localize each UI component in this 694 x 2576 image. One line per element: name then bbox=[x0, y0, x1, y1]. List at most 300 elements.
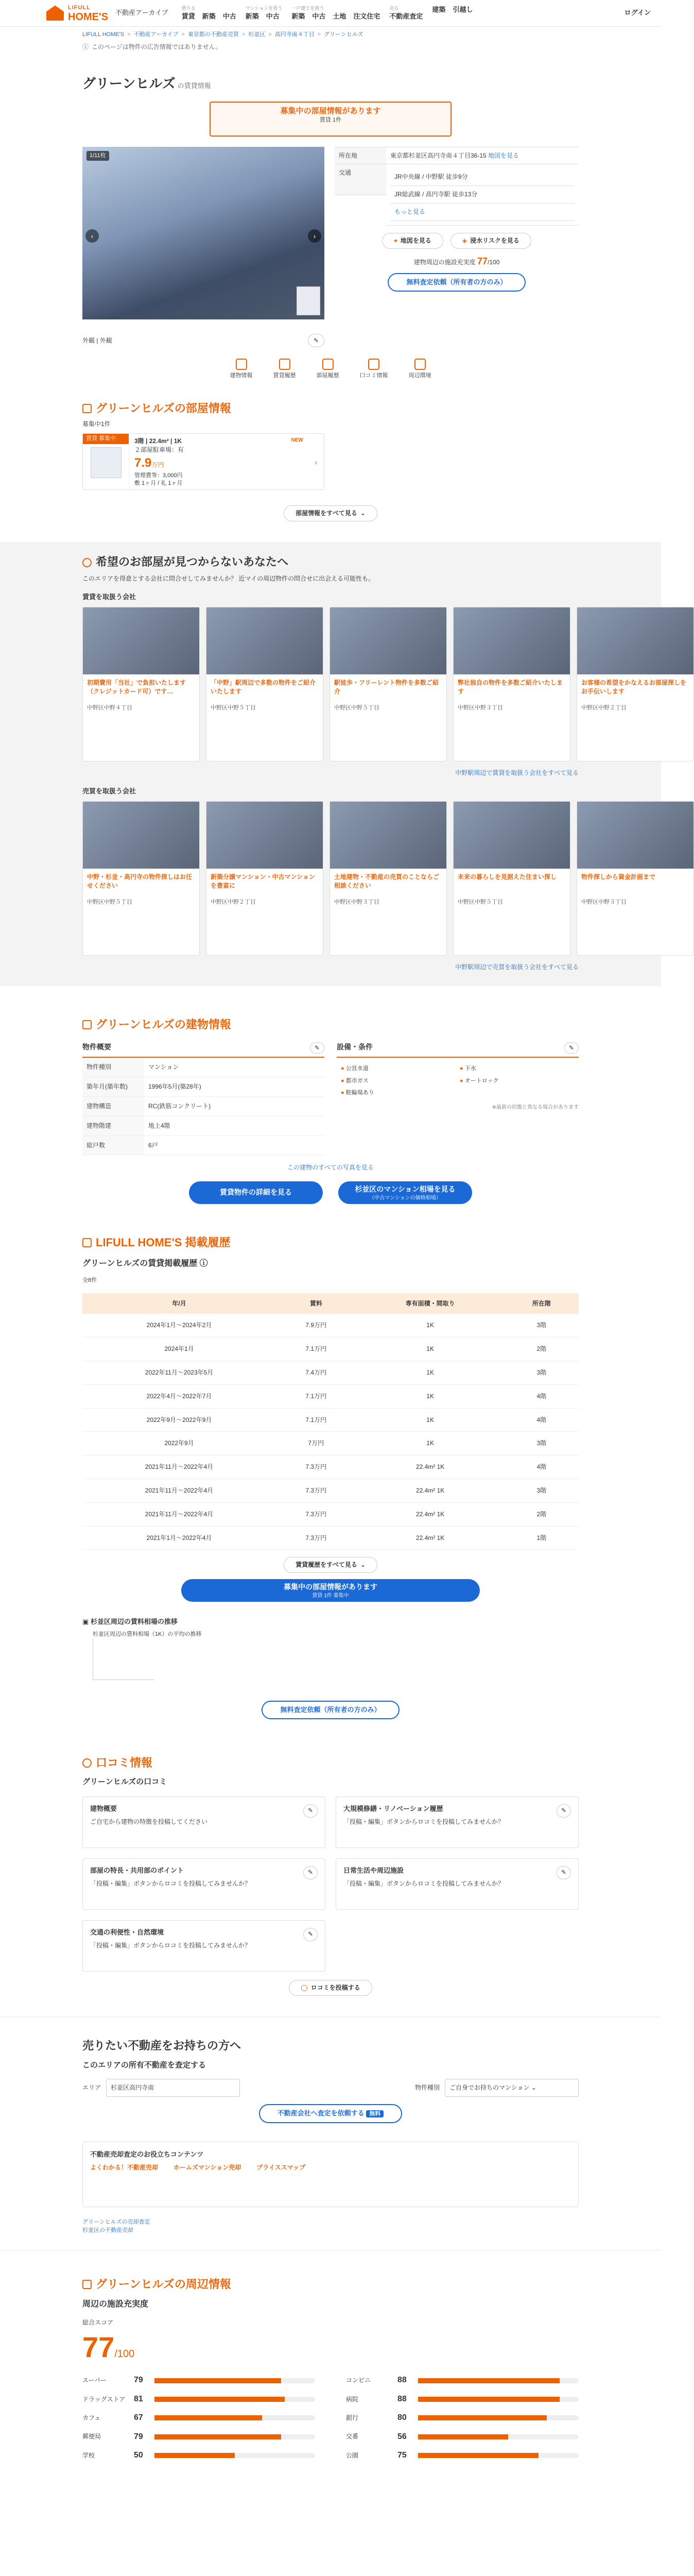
table-cell: 22.4m² 1K bbox=[356, 1455, 504, 1479]
table-cell: 22.4m² 1K bbox=[356, 1502, 504, 1526]
facility-score-value: 79 bbox=[134, 2432, 143, 2441]
photo-count: 1/11枚 bbox=[86, 151, 109, 161]
table-cell: 3階 bbox=[505, 1432, 579, 1455]
sell-assess-button[interactable] bbox=[259, 2104, 403, 2123]
agent-photo bbox=[330, 607, 446, 674]
agents-desc: このエリアを得意とする会社に問合せしてみませんか？ 近マイの周辺物件の問合せに出会える可能性も。 bbox=[82, 574, 375, 582]
agent-photo bbox=[577, 607, 693, 674]
building-icon bbox=[82, 1020, 92, 1029]
total-score-value: 77 bbox=[82, 2330, 115, 2363]
bar-track bbox=[418, 2378, 579, 2383]
table-cell: 7.4万円 bbox=[276, 1361, 356, 1385]
agents-heading-text: 希望のお部屋が見つからないあなたへ bbox=[96, 555, 289, 569]
tip-link[interactable]: プライススマップ bbox=[256, 2164, 306, 2172]
spec-value: RC(鉄筋コンクリート) bbox=[144, 1097, 324, 1116]
agent-card[interactable] bbox=[577, 801, 694, 956]
agent-card[interactable] bbox=[82, 607, 200, 761]
edit-pencil-icon[interactable]: ✎ bbox=[557, 1804, 571, 1818]
nav-item[interactable]: 不動産査定 bbox=[389, 12, 423, 20]
facility-score-value: 50 bbox=[134, 2450, 143, 2460]
facility-bar bbox=[82, 2412, 315, 2424]
agent-photo bbox=[83, 607, 199, 674]
table-cell: 2021年1月〜2022年4月 bbox=[82, 1526, 276, 1550]
breadcrumb-item[interactable]: 杉並区 bbox=[248, 31, 266, 38]
type-key: 物件種別 bbox=[414, 2084, 440, 2092]
table-cell: 2021年11月〜2022年4月 bbox=[82, 1502, 276, 1526]
table-cell: 2階 bbox=[505, 1337, 579, 1361]
logo-house-icon bbox=[46, 5, 64, 21]
spec-key: 建物階建 bbox=[82, 1116, 144, 1136]
site-logo[interactable] bbox=[46, 4, 108, 22]
facility-bars bbox=[82, 2375, 579, 2461]
sell-sub: このエリアの所有不動産を査定する bbox=[82, 2061, 206, 2070]
agent-card[interactable] bbox=[206, 607, 323, 761]
bar-track bbox=[154, 2397, 315, 2402]
room-tag: 賃貸 募集中 bbox=[83, 434, 129, 444]
icon-link-label: 部屋履歴 bbox=[316, 372, 339, 379]
table-cell: 1K bbox=[356, 1337, 504, 1361]
area-key: エリア bbox=[82, 2084, 101, 2092]
speech-bubble-icon bbox=[82, 1758, 92, 1768]
table-row bbox=[82, 1479, 579, 1503]
agent-card[interactable] bbox=[453, 801, 570, 956]
facility-score-value: 75 bbox=[397, 2450, 407, 2460]
facility-bar bbox=[346, 2394, 579, 2405]
sale-agent-cards bbox=[82, 801, 656, 956]
agent-card[interactable] bbox=[577, 607, 694, 761]
reviews-heading bbox=[82, 1755, 579, 1771]
rent-detail-button[interactable] bbox=[189, 1181, 323, 1204]
room-icon bbox=[82, 404, 92, 413]
map-pin-icon: ⌖ bbox=[394, 236, 397, 244]
nav-item[interactable]: 新築 bbox=[291, 12, 305, 20]
agent-photo bbox=[206, 802, 323, 869]
icon-link-label: 建物情報 bbox=[230, 372, 253, 379]
history-cta-sub: 賃貸 1件 募集中 bbox=[312, 1592, 349, 1599]
facility-score-value: 79 bbox=[134, 2376, 143, 2385]
rooms-count: 募集中1件 bbox=[82, 420, 111, 428]
icon-link[interactable] bbox=[409, 359, 431, 380]
area-select[interactable]: 杉並区高円寺南 bbox=[106, 2079, 240, 2097]
facility-score bbox=[335, 255, 579, 268]
breadcrumb-separator: > bbox=[241, 31, 246, 38]
facility-label: 公営水道 bbox=[345, 1065, 369, 1072]
sell-link[interactable]: グリーンヒルズの売却査定 bbox=[82, 2219, 150, 2226]
agent-card-title: 「中野」駅周辺で多数の物件をご紹介いたします bbox=[211, 679, 316, 695]
post-review-button[interactable] bbox=[289, 1980, 372, 1996]
all-history-label: 賃貸履歴をすべて見る bbox=[296, 1561, 357, 1569]
table-cell: 2階 bbox=[505, 1502, 579, 1526]
table-cell: 7.1万円 bbox=[276, 1337, 356, 1361]
edit-pencil-icon[interactable]: ✎ bbox=[303, 1928, 318, 1941]
facility-item bbox=[341, 1065, 456, 1073]
total-score-of: /100 bbox=[114, 2348, 135, 2360]
bar-fill bbox=[154, 2434, 281, 2439]
nav-item[interactable]: 中古 bbox=[312, 12, 326, 20]
spec-key: 築年月(築年数) bbox=[82, 1077, 144, 1097]
column-header: 年/月 bbox=[82, 1293, 276, 1314]
facility-bar bbox=[82, 2450, 315, 2461]
bar-track bbox=[154, 2415, 315, 2420]
table-row bbox=[82, 1432, 579, 1455]
agent-card[interactable] bbox=[329, 607, 447, 761]
vacancy-button[interactable] bbox=[210, 101, 452, 137]
traffic-line: JR総武線 / 高円寺駅 徒歩13分 bbox=[390, 186, 575, 204]
rent-detail-label: 賃貸物件の詳細を見る bbox=[220, 1188, 292, 1197]
nav-item[interactable]: 新築 bbox=[202, 12, 216, 20]
icon-link[interactable] bbox=[230, 359, 253, 380]
review-title: 大規模修繕・リノベーション履歴 bbox=[343, 1804, 443, 1812]
facility-bar bbox=[82, 2431, 315, 2443]
market-price-button[interactable] bbox=[338, 1181, 472, 1204]
all-history-button[interactable] bbox=[284, 1557, 377, 1573]
chevron-right-icon: › bbox=[315, 458, 318, 467]
agent-card-address: 中野区中野５丁目 bbox=[458, 899, 503, 905]
market-price-label: 杉並区のマンション相場を見る bbox=[355, 1185, 456, 1194]
facility-score-value: 80 bbox=[397, 2413, 407, 2422]
sale-agents-label: 売買を取扱う会社 bbox=[82, 787, 136, 795]
facility-score-value: 88 bbox=[397, 2376, 407, 2385]
chevron-down-icon: ⌄ bbox=[360, 1561, 366, 1569]
agent-card-address: 中野区中野３丁目 bbox=[458, 704, 503, 711]
agent-card-title: お客様の希望をかなえるお部屋探しをお手伝いします bbox=[581, 679, 687, 695]
bar-fill bbox=[154, 2415, 262, 2420]
edit-pencil-icon[interactable]: ✎ bbox=[303, 1804, 318, 1818]
icon-link-label: 賃貸履歴 bbox=[273, 372, 296, 379]
breadcrumb-separator: > bbox=[181, 31, 185, 38]
sell-assess-label: 不動産会社へ査定を依頼する bbox=[277, 2109, 365, 2117]
table-cell: 7.9万円 bbox=[276, 1314, 356, 1337]
agent-photo bbox=[577, 802, 693, 869]
rent-agents-more-link[interactable]: 中野駅周辺で賃貸を取扱う会社をすべて見る bbox=[455, 769, 579, 776]
facility-score-value: 88 bbox=[397, 2394, 407, 2403]
market-price-sub: （中古マンションの価格相場） bbox=[369, 1195, 441, 1201]
room-icon bbox=[322, 359, 334, 370]
room-plan: 3階 | 22.4m² | 1K bbox=[134, 437, 182, 445]
nav-group bbox=[182, 5, 236, 21]
vacancy-label: 募集中の部屋情報があります bbox=[280, 106, 381, 115]
review-card bbox=[82, 1858, 325, 1910]
table-cell: 7.3万円 bbox=[276, 1455, 356, 1479]
facility-bar bbox=[346, 2375, 579, 2386]
agents-section bbox=[0, 542, 687, 986]
facility-name: カフェ bbox=[82, 2414, 101, 2421]
column-header: 専有面積・間取り bbox=[356, 1293, 504, 1314]
table-row bbox=[82, 1361, 579, 1385]
sale-agents-more-link[interactable]: 中野駅周辺で売買を取扱う会社をすべて見る bbox=[455, 963, 579, 971]
facility-name: 病院 bbox=[346, 2395, 359, 2403]
edit-pencil-icon[interactable]: ✎ bbox=[310, 1042, 324, 1054]
title-sub: の賃貸情報 bbox=[177, 82, 211, 90]
reviews-heading-text: 口コミ情報 bbox=[96, 1756, 153, 1769]
agent-card[interactable] bbox=[206, 801, 323, 956]
bar-track bbox=[154, 2378, 315, 2383]
table-row bbox=[82, 1526, 579, 1550]
edit-pencil-icon[interactable]: ✎ bbox=[308, 334, 324, 348]
archive-label[interactable]: 不動産アーカイブ bbox=[115, 9, 168, 17]
facility-bar bbox=[346, 2412, 579, 2424]
traffic-line: JR中央線 / 中野駅 徒歩9分 bbox=[390, 168, 575, 186]
nav-group-label: 一戸建てを買う bbox=[291, 6, 324, 11]
nav-item[interactable]: 新築 bbox=[245, 12, 259, 20]
agent-card-address: 中野区中野３丁目 bbox=[334, 899, 379, 905]
agent-photo bbox=[83, 802, 199, 869]
facility-bar bbox=[346, 2431, 579, 2443]
table-cell: 2022年9月 bbox=[82, 1432, 276, 1455]
review-card bbox=[336, 1797, 579, 1848]
table-cell: 4階 bbox=[505, 1408, 579, 1432]
bar-track bbox=[154, 2453, 315, 2458]
agent-card-address: 中野区中野５丁目 bbox=[334, 704, 379, 711]
spec-value: 6戸 bbox=[144, 1136, 324, 1156]
room-price: 7.9 bbox=[134, 455, 152, 470]
nav-item[interactable]: 建築 bbox=[432, 6, 446, 14]
nav-group bbox=[389, 5, 423, 21]
nav-item[interactable]: 土地 bbox=[333, 12, 346, 20]
assessment-button-2[interactable]: 無料査定依頼（所有者の方のみ） bbox=[262, 1701, 399, 1719]
table-row bbox=[82, 1314, 579, 1337]
agent-card-address: 中野区中野２丁目 bbox=[581, 704, 627, 711]
table-cell: 2024年1月〜2024年2月 bbox=[82, 1314, 276, 1337]
breadcrumb-separator: > bbox=[268, 31, 272, 38]
table-cell: 1K bbox=[356, 1384, 504, 1408]
table-cell: 7.3万円 bbox=[276, 1502, 356, 1526]
facility-name: 公園 bbox=[346, 2451, 359, 2459]
score-of: /100 bbox=[488, 258, 500, 266]
section-icon-links bbox=[82, 359, 579, 380]
login-link[interactable]: ログイン bbox=[624, 9, 651, 17]
total-score-key: 総合スコア bbox=[82, 2319, 114, 2327]
traffic-key: 交通 bbox=[335, 164, 386, 195]
breadcrumb-separator: > bbox=[317, 31, 321, 38]
review-grid bbox=[82, 1797, 579, 1972]
building-heading bbox=[82, 1017, 579, 1033]
facility-name: 交番 bbox=[346, 2433, 359, 2441]
prev-arrow-icon[interactable]: ‹ bbox=[85, 229, 99, 243]
nav-item[interactable]: 中古 bbox=[266, 12, 280, 20]
icon-link[interactable] bbox=[273, 359, 296, 380]
info-table bbox=[335, 147, 579, 226]
building-heading-text: グリーンヒルズの建物情報 bbox=[96, 1018, 231, 1031]
vacancy-sub: 賃貸 1件 bbox=[319, 116, 342, 123]
floorplan-thumb[interactable] bbox=[297, 286, 320, 315]
icon-link[interactable] bbox=[360, 359, 388, 380]
bar-track bbox=[418, 2453, 579, 2458]
table-cell: 2022年4月〜2022年7月 bbox=[82, 1384, 276, 1408]
agent-card[interactable] bbox=[82, 801, 200, 956]
bar-fill bbox=[418, 2378, 560, 2383]
table-cell: 2022年9月〜2022年9月 bbox=[82, 1408, 276, 1432]
next-arrow-icon[interactable]: › bbox=[308, 229, 321, 243]
table-cell: 1K bbox=[356, 1314, 504, 1337]
new-badge: NEW bbox=[291, 437, 303, 444]
edit-pencil-icon[interactable]: ✎ bbox=[564, 1042, 579, 1054]
speech-bubble-icon bbox=[368, 359, 379, 370]
table-row bbox=[82, 1455, 579, 1479]
map-button-label: 地図を見る bbox=[400, 236, 431, 244]
icon-link-label: 周辺環境 bbox=[408, 372, 431, 379]
rooms-heading-text: グリーンヒルズの部屋情報 bbox=[96, 401, 231, 415]
facility-label: オートロック bbox=[464, 1077, 499, 1084]
agent-card-title: 中野・杉並・高円寺の物件探しはお任せください bbox=[87, 873, 193, 889]
all-rooms-button[interactable] bbox=[284, 505, 377, 521]
notice-text: このページは物件の広告情報ではありません。 bbox=[92, 43, 222, 51]
bar-track bbox=[418, 2397, 579, 2402]
assessment-button[interactable]: 無料査定依頼（所有者の方のみ） bbox=[388, 273, 525, 292]
nav-item[interactable]: 引越し bbox=[453, 6, 473, 14]
dot-icon: ● bbox=[460, 1065, 465, 1072]
history-subheading bbox=[82, 1258, 579, 1269]
breadcrumb-item[interactable]: 高円寺南４丁目 bbox=[274, 31, 315, 38]
facility-list bbox=[337, 1058, 579, 1104]
bar-track bbox=[418, 2415, 579, 2420]
nav-item[interactable]: 中古 bbox=[222, 12, 236, 20]
table-row bbox=[82, 1408, 579, 1432]
review-text: 「投稿・編集」ボタンからロコミを投稿してみませんか？ bbox=[343, 1879, 505, 1887]
address-map-link[interactable]: 地図を見る bbox=[488, 151, 519, 159]
bar-track bbox=[154, 2434, 315, 2439]
dot-icon: ● bbox=[341, 1090, 346, 1096]
facility-item bbox=[341, 1077, 456, 1085]
spec-table bbox=[82, 1058, 324, 1155]
table-cell: 3階 bbox=[505, 1479, 579, 1503]
facility-label: 都市ガス bbox=[345, 1077, 369, 1084]
rent-agents-label: 賃貸を取扱う会社 bbox=[82, 592, 136, 601]
bar-fill bbox=[418, 2415, 547, 2420]
table-cell: 4階 bbox=[505, 1384, 579, 1408]
facility-name: 郵便局 bbox=[82, 2433, 101, 2441]
breadcrumb-item[interactable]: 不動産アーカイブ bbox=[133, 31, 179, 38]
agent-card-title: 物件探しから資金計画まで bbox=[581, 873, 656, 880]
spec-value: 地上4階 bbox=[144, 1116, 324, 1136]
review-card bbox=[82, 1920, 325, 1972]
breadcrumb-separator: > bbox=[127, 31, 131, 38]
facility-name: ドラッグストア bbox=[82, 2395, 126, 2403]
history-cta-button[interactable] bbox=[181, 1579, 480, 1602]
around-sub: 周辺の施設充実度 bbox=[82, 2299, 149, 2309]
spec-value: 1996年5月(築28年) bbox=[144, 1077, 324, 1097]
spec-key: 物件種別 bbox=[82, 1058, 144, 1077]
address-value: 東京都杉並区高円寺南４丁目36-15 bbox=[390, 151, 487, 159]
help-icon[interactable]: ⓘ bbox=[199, 1259, 208, 1268]
edit-pencil-icon[interactable]: ✎ bbox=[557, 1866, 571, 1879]
agent-card-address: 中野区中野３丁目 bbox=[581, 899, 627, 905]
facility-item bbox=[341, 1089, 456, 1097]
water-drop-icon: ◈ bbox=[462, 236, 467, 244]
column-header: 賃料 bbox=[276, 1293, 356, 1314]
agent-card-title: 未来の暮らしを見据えた住まい探し bbox=[458, 873, 557, 880]
review-title: 部屋の特長・共用部のポイント bbox=[90, 1866, 184, 1874]
type-select[interactable]: ご自身でお持ちのマンション ⌄ bbox=[445, 2079, 579, 2097]
agent-card-title: 弊社独自の物件を多数ご紹介いたします bbox=[458, 679, 563, 695]
town-icon bbox=[414, 359, 426, 370]
sell-link[interactable]: 杉並区の不動産売却 bbox=[82, 2227, 133, 2233]
tips-title: 不動産売却査定のお役立ちコンテンツ bbox=[90, 2150, 204, 2158]
bar-fill bbox=[154, 2397, 285, 2402]
facility-bar bbox=[82, 2394, 315, 2405]
global-nav bbox=[182, 5, 482, 21]
main-photo[interactable] bbox=[82, 147, 324, 319]
table-cell: 7.3万円 bbox=[276, 1479, 356, 1503]
score-value: 77 bbox=[477, 256, 488, 266]
agent-card[interactable] bbox=[329, 801, 447, 956]
agent-card[interactable] bbox=[453, 607, 570, 761]
tip-link[interactable]: よくわかる！不動産売却 bbox=[90, 2164, 159, 2172]
history-icon bbox=[279, 359, 290, 370]
review-card bbox=[82, 1797, 325, 1848]
reviews-sub: グリーンヒルズの口コミ bbox=[82, 1777, 167, 1786]
rent-agent-cards bbox=[82, 607, 687, 761]
score-label: 建物周辺の施設充実度 bbox=[413, 258, 476, 266]
table-cell: 2024年1月 bbox=[82, 1337, 276, 1361]
table-cell: 1階 bbox=[505, 1526, 579, 1550]
dot-icon: ● bbox=[460, 1077, 465, 1084]
sell-tips-box bbox=[82, 2142, 579, 2208]
rooms-heading bbox=[82, 401, 579, 417]
breadcrumb-item[interactable]: 東京都の不動産売買 bbox=[187, 31, 239, 38]
dot-icon: ● bbox=[341, 1065, 346, 1072]
room-type: ２部屋駐車場：有 bbox=[134, 446, 184, 454]
facility-note: ※最新の状態と異なる場合があります bbox=[492, 1105, 579, 1111]
all-photos-link[interactable]: この建物のすべての写真を見る bbox=[287, 1164, 374, 1172]
agent-card-title: 初期費用「当社」で負担いたします（クレジットカード可）です… bbox=[87, 679, 186, 695]
bar-fill bbox=[154, 2453, 235, 2458]
total-score bbox=[82, 2327, 579, 2367]
history-icon bbox=[82, 1238, 92, 1247]
table-cell: 3階 bbox=[505, 1314, 579, 1337]
site-header bbox=[0, 0, 661, 27]
review-text: 「投稿・編集」ボタンからロコミを投稿してみませんか？ bbox=[90, 1941, 251, 1949]
table-cell: 22.4m² 1K bbox=[356, 1479, 504, 1503]
traffic-more-link[interactable]: もっと見る bbox=[390, 204, 575, 221]
speech-bubble-icon: ◯ bbox=[301, 1984, 308, 1991]
trend-note: 杉並区周辺の賃料相場（1K）の平均の推移 bbox=[93, 1631, 202, 1638]
nav-group-label: 売る bbox=[389, 6, 399, 11]
breadcrumb bbox=[0, 27, 661, 43]
address-key: 所在地 bbox=[335, 147, 386, 165]
agent-card-title: 土地建物・不動産の売買のことならご相談ください bbox=[334, 873, 440, 889]
column-header: 所在階 bbox=[505, 1293, 579, 1314]
edit-pencil-icon[interactable]: ✎ bbox=[303, 1866, 318, 1879]
map-button[interactable] bbox=[382, 233, 443, 249]
history-table bbox=[82, 1293, 579, 1550]
nav-group-label: マンションを買う bbox=[245, 6, 283, 11]
breadcrumb-item[interactable]: LIFULL HOME'S bbox=[82, 31, 125, 38]
agents-heading bbox=[82, 554, 579, 570]
trend-heading bbox=[82, 1617, 579, 1626]
history-cta-label: 募集中の部屋情報があります bbox=[284, 1583, 377, 1591]
bar-fill bbox=[418, 2453, 539, 2458]
tip-link[interactable]: ホームズマンション売却 bbox=[173, 2164, 241, 2172]
spec-key: 建物構造 bbox=[82, 1097, 144, 1116]
icon-link[interactable] bbox=[317, 359, 339, 380]
nav-item[interactable]: 賃貸 bbox=[181, 12, 195, 20]
facility-label: 下水 bbox=[464, 1065, 476, 1072]
trend-chart bbox=[93, 1639, 154, 1680]
table-row bbox=[82, 1384, 579, 1408]
history-heading bbox=[82, 1235, 579, 1251]
notice-bar bbox=[82, 43, 579, 52]
flood-risk-button[interactable] bbox=[450, 233, 531, 249]
review-text: 「投稿・編集」ボタンからロコミを投稿してみませんか？ bbox=[90, 1879, 251, 1887]
nav-item[interactable]: 注文住宅 bbox=[353, 12, 380, 20]
agent-card-address: 中野区中野４丁目 bbox=[87, 704, 132, 711]
agent-photo bbox=[206, 607, 323, 674]
around-heading bbox=[82, 2277, 579, 2293]
facility-name: スーパー bbox=[82, 2377, 107, 2384]
room-card[interactable] bbox=[82, 433, 324, 490]
bar-fill bbox=[418, 2397, 560, 2402]
